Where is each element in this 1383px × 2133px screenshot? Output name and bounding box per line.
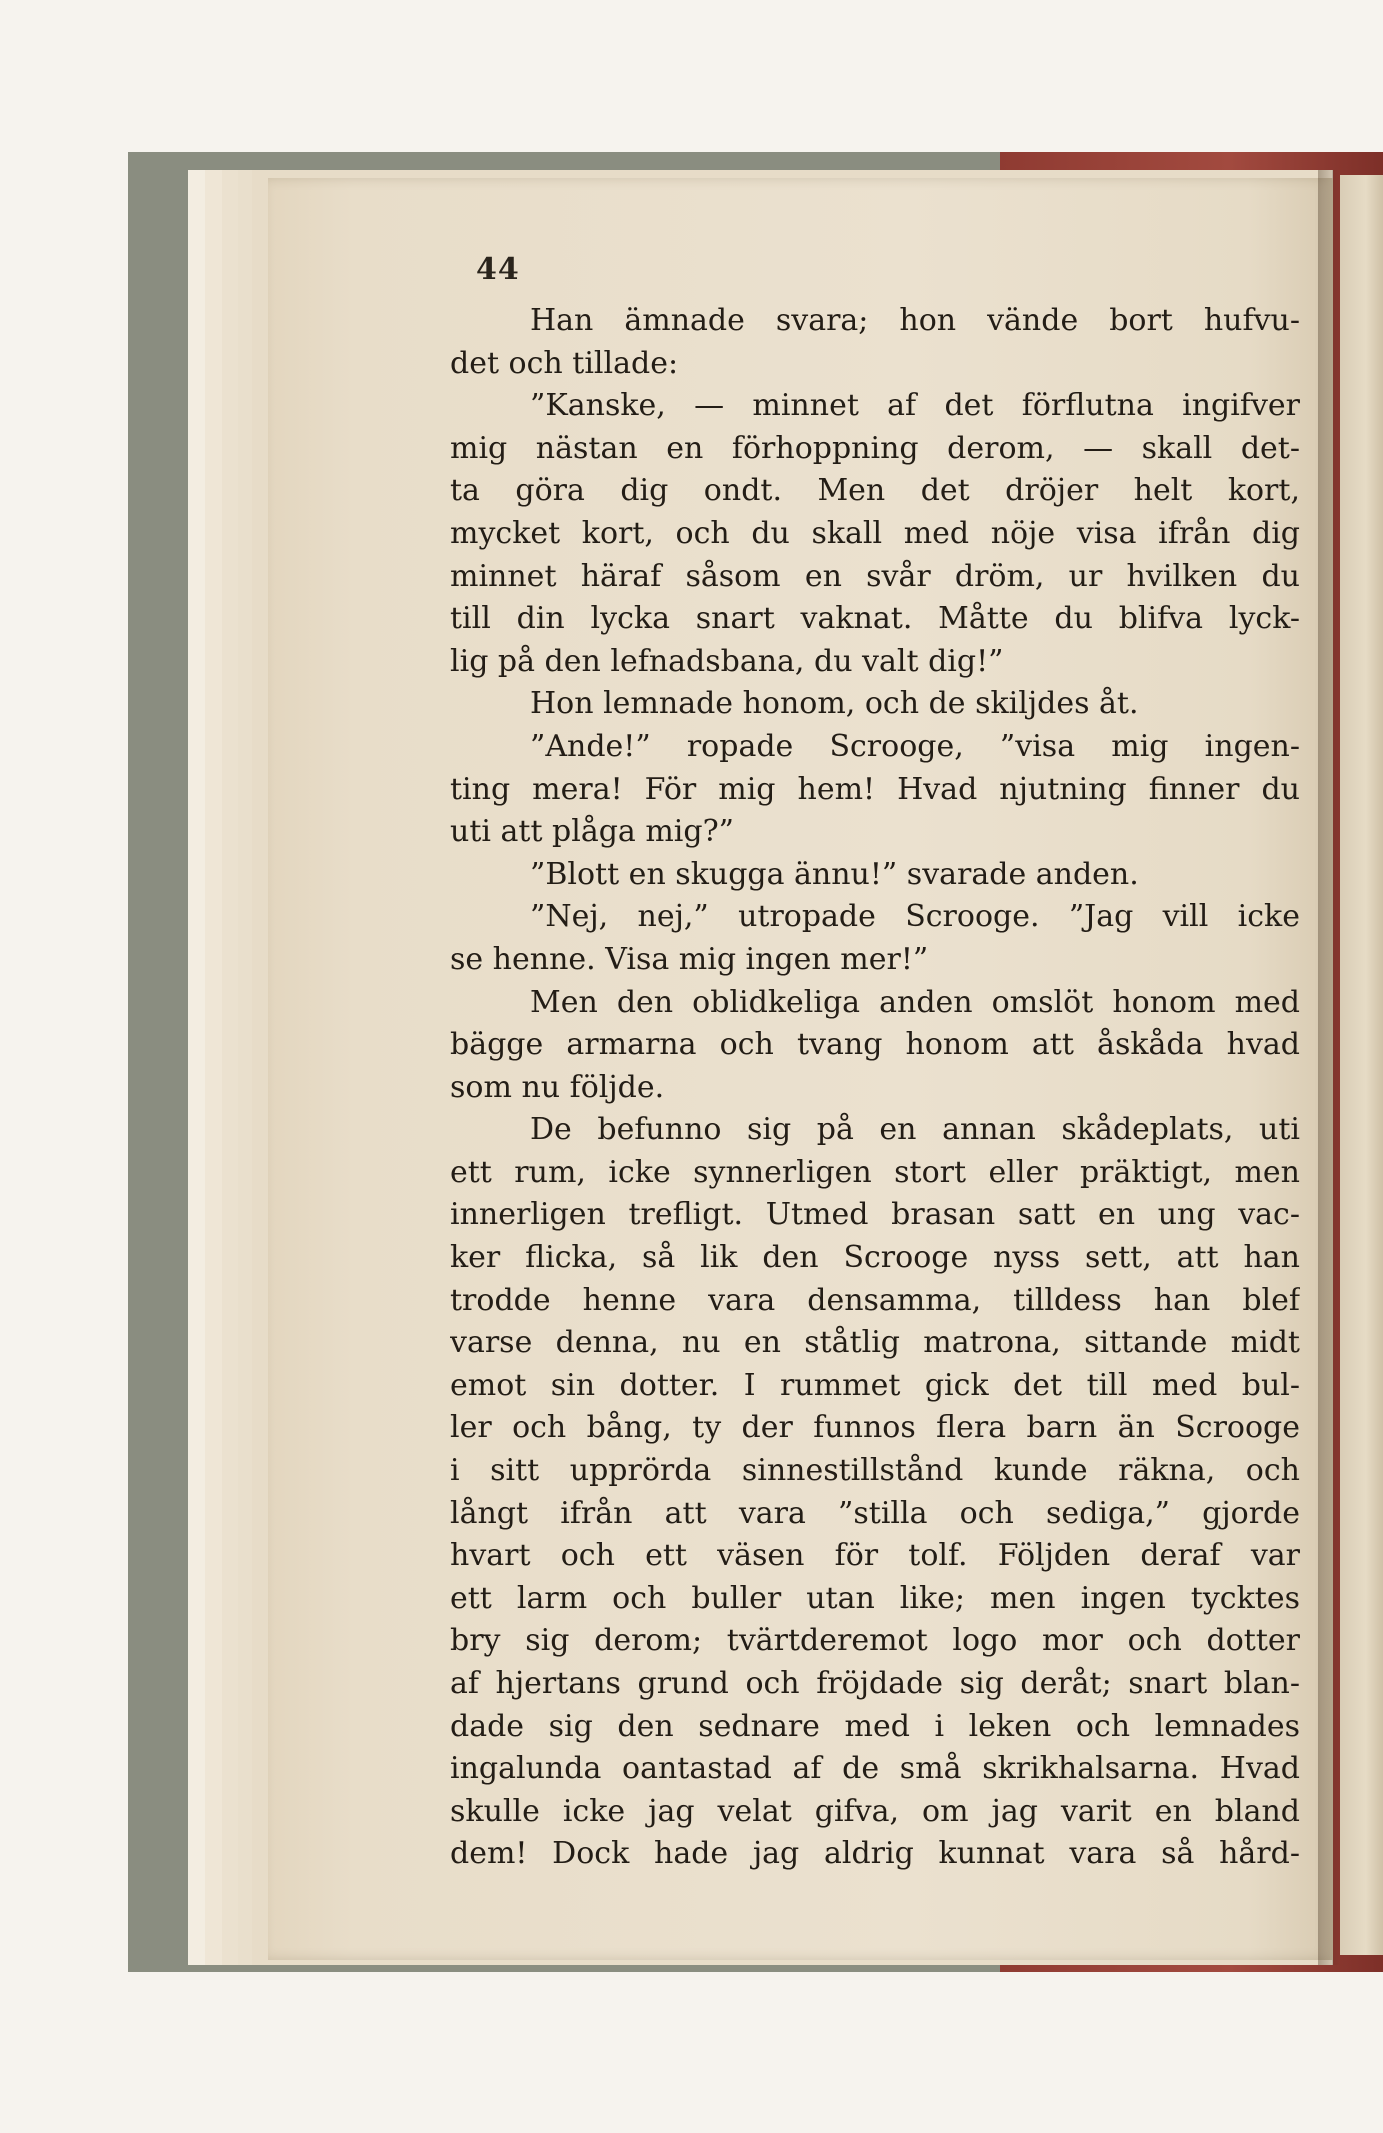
text-line: mig nästan en förhoppning derom, — skall det-: [450, 430, 1300, 466]
text-line: hvart och ett väsen för tolf. Följden deraf var: [450, 1538, 1300, 1574]
page-number: 44: [476, 252, 520, 287]
text-line: Han ämnade svara; hon vände bort hufvu-: [530, 303, 1300, 338]
text-line: trodde henne vara densamma, tilldess han blef: [450, 1282, 1300, 1318]
text-line: uti att plåga mig?”: [450, 814, 735, 850]
text-line: ett rum, icke synnerligen stort eller präktigt, men: [450, 1154, 1300, 1190]
text-line: bägge armarna och tvang honom att åskåda hvad: [450, 1027, 1300, 1063]
text-line: till din lycka snart vaknat. Måtte du blifva lyck-: [450, 601, 1300, 637]
text-line: lig på den lefnadsbana, du valt dig!”: [450, 643, 1004, 679]
text-line: emot sin dotter. I rummet gick det till med bul-: [450, 1367, 1300, 1403]
gutter-shadow: [1318, 170, 1340, 1965]
text-line: skulle icke jag velat gifva, om jag varit en bland: [450, 1793, 1300, 1829]
text-line: mycket kort, och du skall med nöje visa ifrån dig: [450, 515, 1300, 551]
text-line: ett larm och buller utan like; men ingen tycktes: [450, 1580, 1300, 1616]
text-line: dem! Dock hade jag aldrig kunnat vara så hård-: [450, 1836, 1300, 1872]
text-line: bry sig derom; tvärtderemot logo mor och dotter: [450, 1623, 1300, 1659]
text-line: ”Blott en skugga ännu!” svarade anden.: [530, 856, 1139, 892]
text-line: ta göra dig ondt. Men det dröjer helt kort,: [450, 473, 1300, 509]
text-line: långt ifrån att vara ”stilla och sediga,” gjorde: [450, 1495, 1300, 1531]
text-line: af hjertans grund och fröjdade sig deråt; snart blan-: [450, 1666, 1300, 1701]
text-line: ”Kanske, — minnet af det förflutna ingifver: [530, 388, 1300, 424]
text-line: varse denna, nu en ståtlig matrona, sittande midt: [450, 1325, 1300, 1361]
facing-page-edge: [1340, 175, 1383, 1955]
text-line: ”Nej, nej,” utropade Scrooge. ”Jag vill icke: [530, 899, 1300, 935]
text-line: ker flicka, så lik den Scrooge nyss sett, att han: [450, 1240, 1300, 1276]
text-line: ”Ande!” ropade Scrooge, ”visa mig ingen-: [530, 728, 1300, 764]
text-line: i sitt upprörda sinnestillstånd kunde räkna, och: [450, 1453, 1300, 1489]
text-line: Hon lemnade honom, och de skiljdes åt.: [530, 686, 1139, 722]
text-line: innerligen trefligt. Utmed brasan satt en ung vac-: [450, 1197, 1300, 1233]
text-line: se henne. Visa mig ingen mer!”: [450, 941, 929, 977]
text-line: dade sig den sednare med i leken och lemnades: [450, 1708, 1300, 1744]
text-line: ting mera! För mig hem! Hvad njutning finner du: [450, 771, 1300, 807]
text-line: Men den oblidkeliga anden omslöt honom med: [530, 984, 1300, 1020]
body-text: [450, 300, 1300, 1876]
text-line: ler och bång, ty der funnos flera barn än Scrooge: [450, 1410, 1300, 1446]
text-line: ingalunda oantastad af de små skrikhalsarna. Hvad: [450, 1751, 1300, 1787]
text-line: minnet häraf såsom en svår dröm, ur hvilken du: [450, 558, 1300, 594]
text-line: som nu följde.: [450, 1069, 665, 1105]
text-line: det och tillade:: [450, 345, 679, 381]
text-line: De befunno sig på en annan skådeplats, uti: [530, 1112, 1300, 1148]
